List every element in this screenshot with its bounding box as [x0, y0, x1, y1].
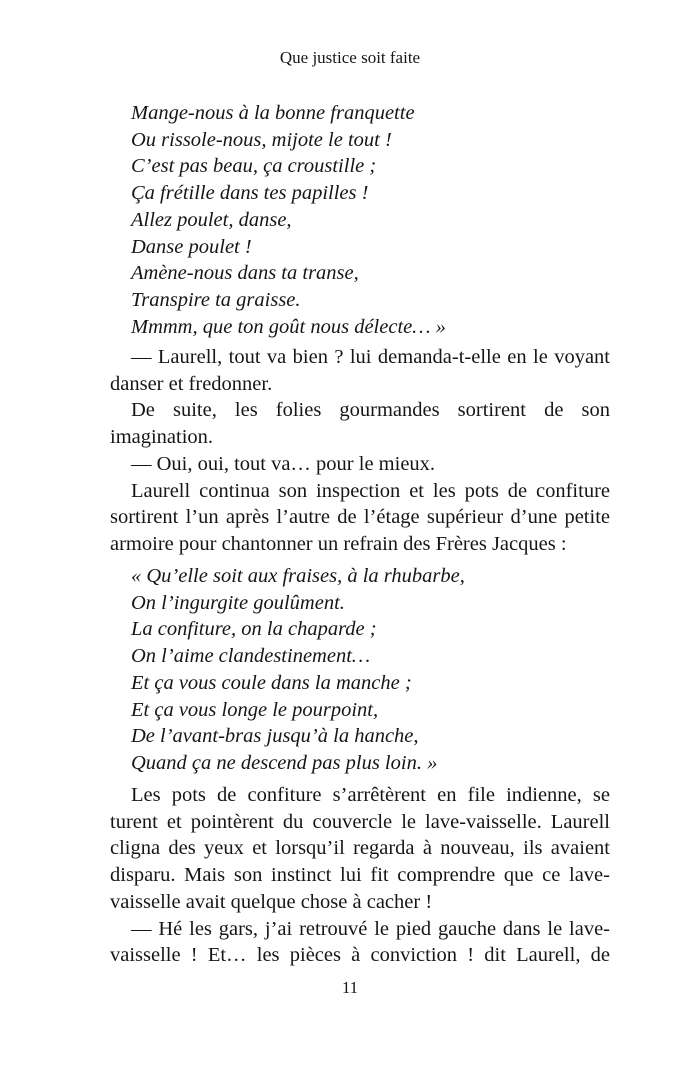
poem-line: On l’aime clandestinement… — [131, 645, 371, 668]
poem-stanza-1 — [110, 100, 631, 340]
prose-block-1 — [110, 344, 610, 558]
paragraph: — Hé les gars, j’ai retrouvé le pied gauche dans le lave-vaisselle ! Et… les pièces à conviction ! dit Laurell, de — [110, 917, 610, 967]
poem-line: C’est pas beau, ça croustille ; — [131, 155, 377, 178]
poem-line: De l’avant-bras jusqu’à la hanche, — [131, 725, 419, 748]
poem-line: Amène-nous dans ta transe, — [131, 262, 359, 285]
poem-line: On l’ingurgite goulûment. — [131, 591, 345, 614]
paragraph: — Laurell, tout va bien ? lui demanda-t-elle en le voyant danser et fredonner. — [110, 346, 610, 395]
poem-line: Et ça vous coule dans la manche ; — [131, 671, 412, 694]
poem-line: « Qu’elle soit aux fraises, à la rhubarbe, — [131, 565, 465, 587]
paragraph: De suite, les folies gourmandes sortirent de son imagination. — [110, 399, 610, 449]
poem-stanza-2 — [110, 563, 631, 777]
poem-line: Quand ça ne descend pas plus loin. » — [131, 751, 438, 774]
prose-block-2 — [110, 782, 610, 969]
poem-line: Et ça vous longe le pourpoint, — [131, 698, 379, 721]
poem-line: Mmmm, que ton goût nous délecte… » — [131, 315, 446, 338]
poem-line: La confiture, on la chaparde ; — [131, 618, 377, 641]
page-number: 11 — [341, 978, 359, 997]
paragraph: — Oui, oui, tout va… pour le mieux. — [131, 452, 436, 475]
poem-line: Mange-nous à la bonne franquette — [131, 102, 415, 124]
poem-line: Allez poulet, danse, — [131, 208, 292, 231]
running-header: Que justice soit faite — [279, 48, 421, 67]
paragraph: Laurell continua son inspection et les pots de confiture sortirent l’un après l’autre de l’étage supérieur d’une petite armoire pour chantonner un refrain des Frères Jacques : — [110, 479, 610, 555]
poem-line: Transpire ta graisse. — [131, 288, 301, 311]
poem-line: Ou rissole-nous, mijote le tout ! — [131, 128, 392, 151]
poem-line: Danse poulet ! — [131, 235, 252, 258]
poem-line: Ça frétille dans tes papilles ! — [131, 182, 369, 205]
paragraph: Les pots de confiture s’arrêtèrent en file indienne, se turent et pointèrent du couvercle le lave-vaisselle. Laurell cligna des yeux et lorsqu’il regarda à nouveau, ils avaient disparu. Mais son instinct lui fit comprendre que ce lave-vaisselle avait quelque chose à cacher ! — [110, 784, 610, 913]
